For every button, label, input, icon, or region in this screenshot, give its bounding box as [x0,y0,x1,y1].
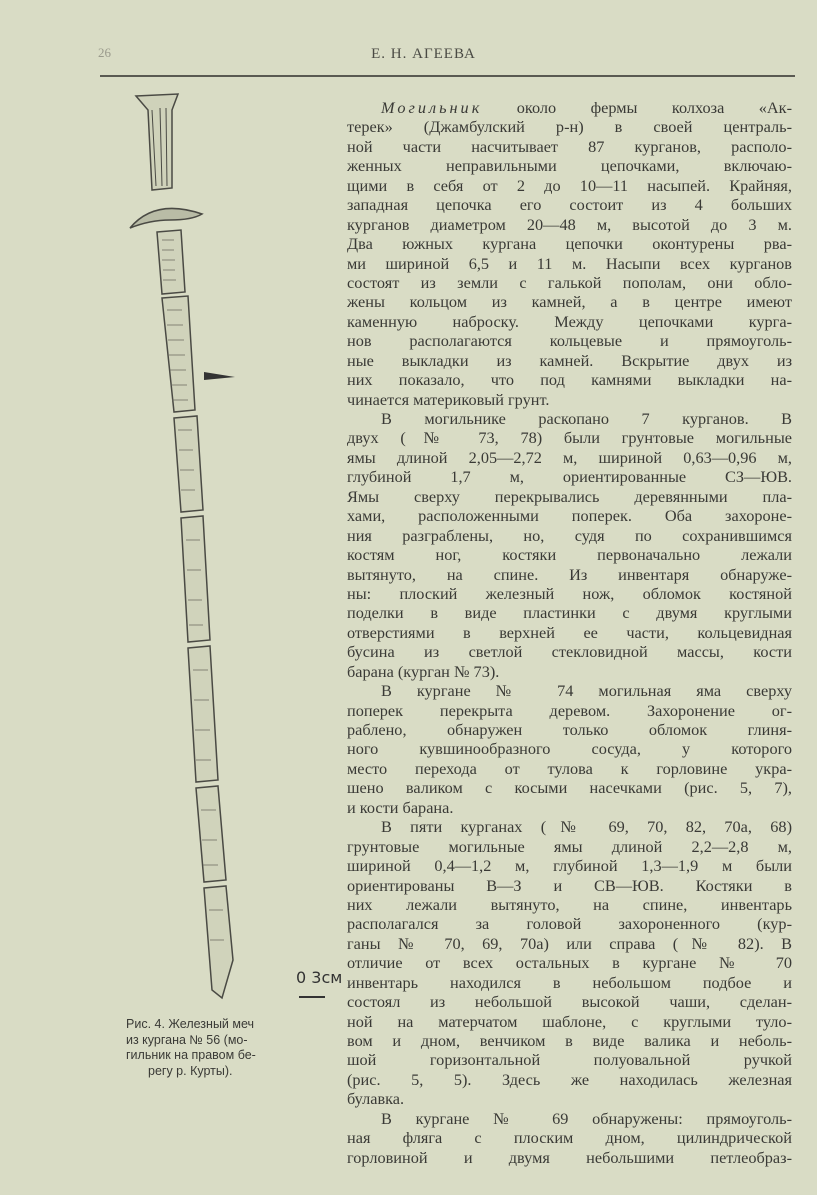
sword-illustration [100,80,300,1010]
text-line: раблено, обнаружен только обломок глиня- [347,720,792,739]
text-line: барана (курган № 73). [347,661,500,681]
text-line: вытянуто, на спине. Из инвентаря обнаруже- [347,564,792,584]
text-line: чинается материковый грунт. [347,389,550,409]
text-line: В кургане № 69 обнаружены: прямоуголь- [381,1108,792,1128]
page-number: 26 [98,45,111,60]
text-line: ны: плоский железный нож, обломок костяной [347,583,792,603]
text-line: В кургане № 74 могильная яма сверху [381,681,792,701]
sword-blade [157,230,233,998]
text-line: бусина из светлой стекловидной массы, кости [347,642,792,662]
text-line: ного кувшинообразного сосуда, у которого [347,739,792,759]
caption-line: из кургана № 56 (мо- [126,1032,248,1047]
sword-guard [130,208,202,228]
text-line: Два южных кургана цепочки оконтурены рва- [347,234,792,254]
text-line: шириной 0,4—1,2 м, глубиной 1,3—1,9 м были [347,856,792,876]
text-line: состоят из земли с галькой пополам, они обло- [347,272,792,292]
text-line: горловиной и двумя небольшими петлеобраз- [347,1147,792,1167]
text-line: ямы длиной 2,05—2,72 м, шириной 0,63—0,96 м, [347,447,792,467]
text-line: костям ног, костяки первоначально лежали [347,545,792,565]
text-line: ми шириной 6,5 и 11 м. Насыпи всех курганов [347,253,792,273]
text-line: поделки в виде пластинки с двумя круглыми [347,603,792,623]
text-line-rest: около фермы колхоза «Ак- [482,98,792,117]
text-line: глубиной 1,7 м, ориентированные СЗ—ЮВ. [347,467,792,487]
scale-bar [299,996,325,998]
text-line: них лежали вытянуто, на спине, инвентарь [347,894,792,914]
text-line: каменную наброску. Между цепочками курга- [347,311,792,331]
text-line: грунтовые могильные ямы длиной 2,2—2,8 м, [347,836,792,856]
caption-line: Рис. 4. Железный меч [126,1017,255,1031]
running-head: Е. Н. АГЕЕВА [371,46,476,62]
body-text [347,98,792,1167]
text-line: женных неправильными цепочками, включаю- [347,156,792,176]
lead-word: Могильник [381,98,483,117]
text-line: инвентарь находился в небольшом подбое и [347,972,792,992]
figure-caption [126,1017,288,1079]
text-line: жены кольцом из камней, а в центре имеют [347,292,792,312]
text-line: В пяти курганах (№ 69, 70, 82, 70а, 68) [381,817,792,837]
text-line: ные выкладки из камней. Вскрытие двух из [347,350,792,370]
text-line: булавка. [347,1089,405,1109]
sword-pommel [136,94,178,190]
text-line: состоял из небольшой высокой чаши, сделан- [347,992,792,1012]
text-line: поперек перекрыта деревом. Захоронение ог- [347,700,792,720]
text-line: терек» (Джамбулский р-н) в своей централь- [347,117,792,137]
text-line [347,98,792,117]
text-line: щими в себя от 2 до 10—11 насыпей. Крайняя, [347,175,792,195]
pointer-mark [204,372,235,380]
text-line: ной части насчитывает 87 курганов, располо- [347,136,792,156]
text-line: отверстиями в верхней ее части, кольцевидная [347,622,792,642]
text-line: место перехода от тулова к горловине укра- [347,758,792,778]
text-line: ная фляга с плоским дном, цилиндрической [347,1128,792,1148]
text-line: вом и дном, венчиком в виде валика и неболь- [347,1031,792,1050]
text-line: шено валиком с косыми насечками (рис. 5, 7), [347,778,792,798]
text-line: В могильнике раскопано 7 курганов. В [381,409,792,428]
caption-line: гильник на правом бе- [126,1048,256,1062]
text-line: западная цепочка его состоит из 4 больших [347,195,792,215]
text-line: и кости барана. [347,797,454,817]
text-line: отличие от всех остальных в кургане № 70 [347,953,792,973]
scale-label: 0 3см [296,968,343,987]
text-line: шой горизонтальной полуовальной ручкой [347,1050,792,1070]
text-line: располагался за головой захороненного (кур- [347,914,792,934]
text-line: (рис. 5, 5). Здесь же находилась железная [347,1069,792,1089]
text-line: ориентированы В—З и СВ—ЮВ. Костяки в [347,875,792,895]
text-line: Ямы сверху перекрывались деревянными пла- [347,486,792,506]
text-line: ганы № 70, 69, 70а) или справа (№ 82). В [347,933,792,953]
text-line: хами, расположенными поперек. Оба захороне- [347,506,792,526]
text-line: двух (№ 73, 78) были грунтовые могильные [347,428,792,448]
text-line: ния разграблены, но, судя по сохранившимся [347,525,792,545]
text-line: них показало, что под камнями выкладки на- [347,370,792,390]
caption-line: регу р. Курты). [148,1063,233,1078]
text-line: курганов диаметром 20—48 м, высотой до 3 м. [347,214,792,234]
header-rule [100,75,795,77]
text-line: ной на матерчатом шаблоне, с круглыми туло- [347,1011,792,1031]
text-line: нов располагаются кольцевые и прямоуголь- [347,331,792,351]
